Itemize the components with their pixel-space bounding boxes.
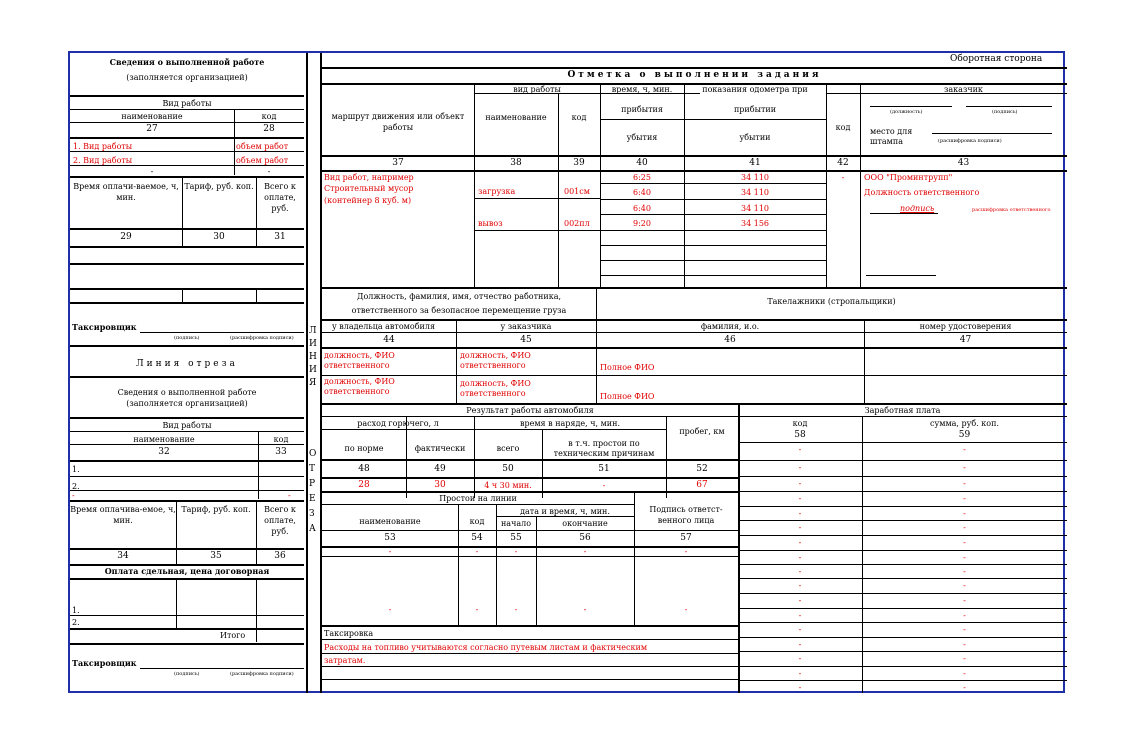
salary-row-5-code: - (798, 509, 802, 518)
resp-v3: должность, ФИО ответственного (324, 377, 395, 396)
result-idle: в т.ч. простои по техническим причинам (553, 439, 655, 458)
left2-h34: Время оплачива-емое, ч, мин. (70, 505, 176, 525)
salary-row-2-code: - (798, 463, 802, 472)
salary-row-3-code: - (798, 479, 802, 488)
result-n52: 52 (696, 464, 708, 474)
resp-v4: должность, ФИО ответственного (460, 379, 531, 398)
left2-taxer: Таксировщик (72, 658, 137, 668)
left2-h36: Всего к оплате, руб. (264, 505, 296, 536)
result-n51: 51 (598, 464, 610, 474)
taxing-note2: затратам. (324, 656, 366, 665)
mark-arrive: прибытия (621, 105, 663, 114)
dt-r2-d2: - (475, 605, 479, 614)
left-h31: Всего к оплате, руб. (264, 182, 296, 213)
downtime-n55: 55 (510, 533, 522, 543)
left-h30: Тариф, руб. коп. (184, 182, 254, 191)
cut-line-label: Линия отреза (136, 359, 238, 369)
salary-row-7-code: - (798, 538, 802, 547)
downtime-title: Простои на линии (439, 494, 517, 503)
salary-n59: 59 (958, 430, 971, 440)
work-load: загрузка (478, 187, 516, 196)
left2-r1b: 1. (72, 606, 80, 615)
downtime-n53: 53 (384, 533, 396, 543)
salary-row-7-sum: - (963, 538, 966, 547)
downtime-code: код (469, 517, 485, 526)
route-val3: (контейнер 8 куб. м) (324, 196, 412, 205)
salary-row-12-code: - (798, 611, 802, 620)
taxing-note1: Расходы на топливо учитываются согласно путевым листам и фактическим (324, 643, 648, 652)
left-n28: 28 (263, 124, 275, 134)
resp-title1: Должность, фамилия, имя, отчество работника, (356, 292, 562, 301)
salary-row-10-code: - (798, 581, 802, 590)
mark-n37: 37 (392, 158, 404, 168)
salary-row-9-sum: - (963, 567, 966, 576)
left-n27: 27 (146, 124, 158, 134)
left-row3-dash: - (150, 167, 154, 176)
result-time-order: время в наряде, ч, мин. (519, 419, 621, 428)
work-load-code: 001см (564, 187, 590, 196)
salary-row-4-code: - (798, 494, 802, 503)
route-val1: Вид работ, например (324, 173, 414, 182)
salary-row-6-sum: - (963, 523, 966, 532)
mark-time: время, ч, мин. (611, 85, 673, 94)
mark-n40: 40 (636, 158, 648, 168)
resp-cert: номер удостоверения (919, 322, 1012, 331)
result-n49: 49 (434, 464, 446, 474)
customer-4: расшифровка ответственного (972, 207, 1051, 213)
customer-1: ООО "Проминтрупп" (864, 173, 953, 182)
dt-r1-d3: - (514, 547, 518, 556)
left-taxer-sig: (подпись) (174, 335, 200, 341)
left-taxer: Таксировщик (72, 322, 137, 332)
mark-n39: 39 (573, 158, 585, 168)
odo-4: 34 156 (741, 219, 769, 228)
left-n30: 30 (213, 232, 225, 242)
left2-h35: Тариф, руб. коп. (181, 505, 251, 514)
result-title: Результат работы автомобиля (466, 406, 594, 415)
work-haul-code: 002пл (564, 219, 590, 228)
mark-work-kind: вид работы (513, 85, 561, 94)
left-col-code: код (261, 112, 277, 121)
downtime-n56: 56 (579, 533, 591, 543)
salary-row-10-sum: - (963, 581, 966, 590)
resp-fio: фамилия, и.о. (700, 322, 760, 331)
dt-r1-d1: - (388, 547, 392, 556)
route-val2: Строительный мусор (324, 184, 414, 193)
left2-n32: 32 (158, 447, 170, 457)
dt-r2-d4: - (583, 605, 587, 614)
mark-odometer: показания одометра при (702, 85, 808, 94)
salary-row-12-sum: - (963, 611, 966, 620)
dt-r1-d5: - (684, 547, 688, 556)
mark-signature: (подпись) (992, 109, 1018, 115)
salary-row-13-sum: - (963, 625, 966, 634)
mark-customer: заказчик (944, 85, 983, 94)
downtime-datetime: дата и время, ч, мин. (520, 507, 610, 516)
result-n48: 48 (358, 464, 370, 474)
left2-r2: 2. (72, 482, 80, 491)
downtime-name: наименование (359, 517, 421, 526)
left2-r3-dash: - (72, 491, 75, 500)
downtime-n54: 54 (471, 533, 483, 543)
result-v49: 30 (434, 480, 446, 490)
result-fuel: расход горючего, л (357, 419, 439, 428)
result-v51: - (602, 481, 606, 490)
time-2: 6:40 (633, 188, 651, 197)
salary-row-6-code: - (798, 523, 802, 532)
left2-r2b: 2. (72, 618, 80, 627)
left-n29: 29 (120, 232, 132, 242)
waybill-back-side (68, 51, 1065, 693)
left-h29: Время оплачи-ваемое, ч, мин. (73, 182, 179, 202)
salary-title: Заработная плата (864, 406, 941, 415)
dt-r2-d3: - (514, 605, 518, 614)
left2-taxer-sig: (подпись) (174, 671, 200, 677)
result-norm: по норме (344, 444, 384, 453)
left2-n35: 35 (210, 551, 222, 561)
vertical-cut-liniya: ЛИНИЯ (309, 326, 317, 388)
left-row2-volume: объем работ (236, 156, 289, 165)
result-v48: 28 (358, 480, 370, 490)
downtime-n57: 57 (680, 533, 692, 543)
salary-row-14-sum: - (963, 640, 966, 649)
side-label: Оборотная сторона (950, 54, 1043, 64)
mark-n42: 42 (837, 158, 849, 168)
mark-route-header: маршрут движения или объект работы (331, 112, 465, 132)
left-col-name: наименование (121, 112, 183, 121)
left2-col-code: код (273, 435, 289, 444)
resp-owner: у владельца автомобиля (332, 322, 435, 331)
left2-n36: 36 (274, 551, 286, 561)
left2-piece-pay: Оплата сдельная, цена договорная (104, 566, 270, 576)
left-bottom-title: Сведения о выполненной работе (117, 388, 257, 397)
time-4: 9:20 (633, 219, 651, 228)
customer-3: подпись (900, 204, 935, 213)
salary-row-16-code: - (798, 669, 802, 678)
mark-title: Отметка о выполнении задания (567, 70, 822, 80)
salary-n58: 58 (794, 430, 806, 440)
salary-row-15-sum: - (963, 654, 966, 663)
left2-taxer-decode: (расшифровка подписи) (230, 671, 294, 677)
left-row2: 2. Вид работы (73, 156, 133, 165)
taxing-label: Таксировка (324, 629, 374, 638)
left-bottom-subtitle: (заполняется организацией) (126, 399, 248, 408)
mark-stamp-place: место для штампа (870, 127, 913, 146)
result-v52: 67 (696, 480, 708, 490)
downtime-sign: Подпись ответст-венного лица (649, 505, 723, 525)
left-top-title: Сведения о выполненной работе (109, 57, 265, 67)
odo-1: 34 110 (741, 173, 769, 182)
mark-n43: 43 (957, 158, 970, 168)
resp-n47: 47 (959, 335, 972, 345)
resp-customer: у заказчика (500, 322, 552, 331)
result-mileage: пробег, км (679, 427, 725, 436)
odo-3: 34 110 (741, 204, 769, 213)
salary-row-2-sum: - (963, 463, 966, 472)
result-fact: фактически (414, 444, 466, 453)
left-row1-volume: объем работ (236, 142, 289, 151)
resp-full1: Полное ФИО (600, 363, 655, 372)
dt-r1-d4: - (583, 547, 587, 556)
mark-n38: 38 (510, 158, 522, 168)
cust-dash: - (841, 173, 845, 182)
salary-code: код (792, 419, 808, 428)
salary-row-4-sum: - (963, 494, 966, 503)
left-top-subtitle: (заполняется организацией) (126, 73, 248, 82)
odo-2: 34 110 (741, 188, 769, 197)
left2-r1: 1. (72, 465, 80, 474)
vertical-cut-otreza: ОТРЕЗА (309, 449, 317, 534)
left2-n33: 33 (275, 447, 287, 457)
resp-full2: Полное ФИО (600, 392, 655, 401)
salary-row-17-code: - (798, 683, 802, 692)
left2-r3-dash2: - (288, 491, 291, 500)
left2-col-name: наименование (133, 435, 195, 444)
salary-row-3-sum: - (963, 479, 966, 488)
left-row3-dash2: - (267, 167, 271, 176)
resp-n46: 46 (724, 335, 736, 345)
left-taxer-decode: (расшифровка подписи) (230, 335, 294, 341)
customer-2: Должность ответственного (864, 188, 980, 197)
result-v50: 4 ч 30 мин. (484, 481, 532, 490)
salary-row-16-sum: - (963, 669, 966, 678)
result-total: всего (496, 444, 520, 453)
salary-sum: сумма, руб. коп. (930, 419, 999, 428)
salary-row-11-sum: - (963, 596, 966, 605)
salary-row-1-sum: - (963, 445, 966, 454)
mark-on-arrive: прибытии (733, 105, 777, 114)
downtime-start: начало (500, 519, 532, 528)
mark-code: код (571, 113, 587, 122)
left2-work-type: Вид работы (162, 421, 212, 430)
dt-r2-d1: - (388, 605, 392, 614)
left2-n34: 34 (117, 551, 129, 561)
mark-n41: 41 (749, 158, 761, 168)
salary-row-9-code: - (798, 567, 802, 576)
left-work-type: Вид работы (162, 99, 212, 108)
salary-row-5-sum: - (963, 509, 966, 518)
resp-v1: должность, ФИО ответственного (324, 351, 395, 370)
downtime-end: окончание (562, 519, 608, 528)
time-3: 6:40 (633, 204, 651, 213)
salary-row-8-code: - (798, 553, 802, 562)
salary-row-13-code: - (798, 625, 802, 634)
resp-v2: должность, ФИО ответственного (460, 351, 531, 370)
riggers-title: Такелажники (стропальщики) (767, 297, 896, 306)
mark-position: (должность) (890, 109, 923, 115)
left-n31: 31 (274, 232, 286, 242)
result-n50: 50 (502, 464, 514, 474)
resp-n44: 44 (383, 335, 395, 345)
dt-r2-d5: - (684, 605, 688, 614)
time-1: 6:25 (633, 173, 651, 182)
dt-r1-d2: - (475, 547, 479, 556)
mark-customer-code: код (835, 123, 851, 132)
resp-title2: ответственного за безопасное перемещение груза (351, 306, 567, 315)
salary-row-11-code: - (798, 596, 802, 605)
mark-name: наименование (485, 113, 547, 122)
salary-row-14-code: - (798, 640, 802, 649)
mark-depart: убытия (626, 133, 658, 142)
left2-total: Итого (220, 631, 246, 640)
work-haul: вывоз (478, 219, 503, 228)
mark-sig-decode: (расшифровка подписи) (938, 138, 1002, 144)
salary-row-8-sum: - (963, 553, 966, 562)
salary-row-15-code: - (798, 654, 802, 663)
left-row1: 1. Вид работы (73, 142, 133, 151)
resp-n45: 45 (520, 335, 532, 345)
salary-row-17-sum: - (963, 683, 966, 692)
mark-on-depart: убытии (739, 133, 771, 142)
salary-row-1-code: - (798, 445, 802, 454)
